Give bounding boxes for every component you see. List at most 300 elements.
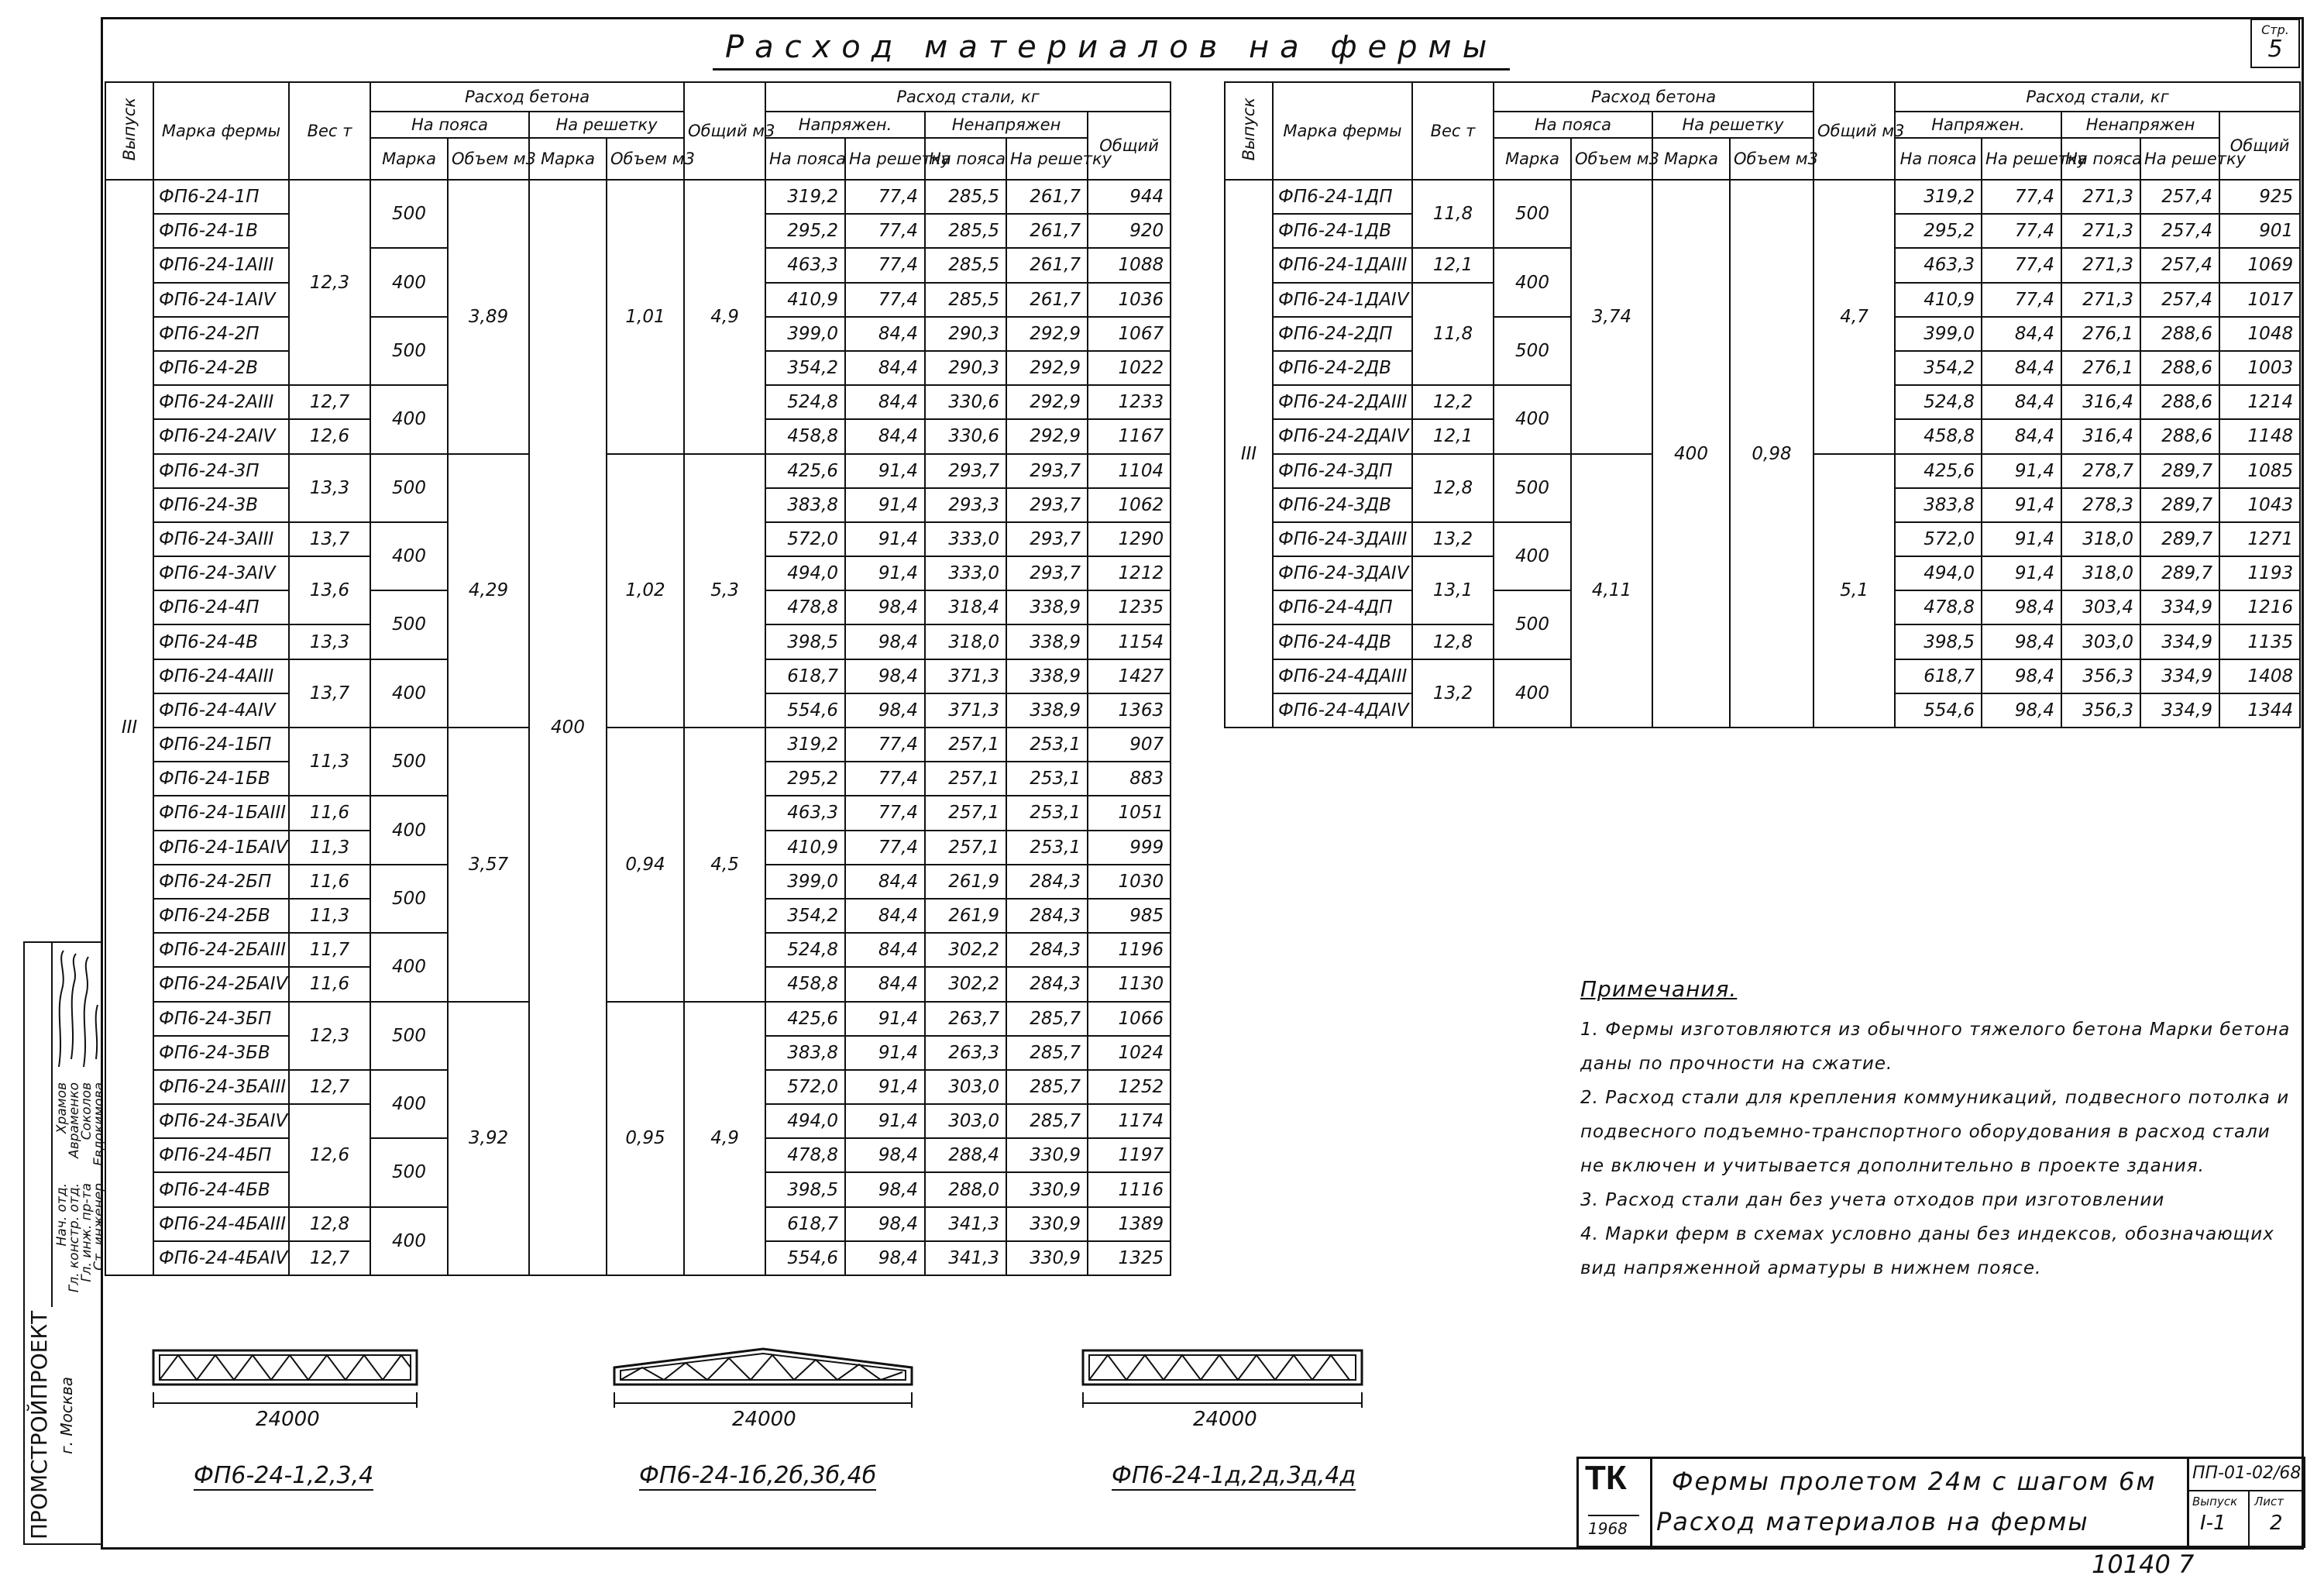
steel-value: 383,8	[1895, 488, 1982, 522]
steel-value: 84,4	[845, 385, 925, 419]
steel-value: 91,4	[845, 488, 925, 522]
truss-mark: ФП6-24-2В	[153, 351, 289, 385]
steel-value: 84,4	[1982, 317, 2061, 351]
steel-value: 91,4	[845, 522, 925, 556]
col-beton-total: Общий м3	[684, 82, 765, 180]
beton-mark-cell: 500	[370, 865, 448, 933]
truss-mark: ФП6-24-2АIV	[153, 419, 289, 453]
title-line-2: Расход материалов на фермы	[1656, 1507, 2089, 1536]
note-item: 4. Марки ферм в схемах условно даны без индексов, обозначающих вид напряженной арматуры в нижнем поясе.	[1580, 1224, 2274, 1278]
weight-cell: 11,6	[289, 967, 370, 1001]
truss-mark: ФП6-24-3АIII	[153, 522, 289, 556]
steel-value: 410,9	[765, 831, 845, 865]
weight-cell: 11,8	[1412, 283, 1494, 386]
steel-value: 84,4	[845, 933, 925, 967]
beton-mark-cell: 400	[370, 659, 448, 728]
steel-value: 554,6	[765, 1241, 845, 1275]
steel-value: 98,4	[845, 624, 925, 659]
truss-mark: ФП6-24-1ДП	[1273, 180, 1412, 214]
truss-mark: ФП6-24-4БАIII	[153, 1207, 289, 1241]
steel-value: 293,7	[1006, 488, 1088, 522]
steel-value: 271,3	[2061, 214, 2140, 248]
stamp-role: Ст. инженер	[91, 1183, 107, 1271]
weight-cell: 11,6	[289, 796, 370, 830]
truss-mark: ФП6-24-3БВ	[153, 1036, 289, 1070]
stamp-org: ПРОМСТРОЙПРОЕКТ	[26, 1310, 52, 1539]
steel-value: 84,4	[845, 899, 925, 933]
steel-value: 1062	[1088, 488, 1171, 522]
steel-value: 98,4	[845, 1172, 925, 1206]
col-nenapryazh: Ненапряжен	[925, 112, 1088, 138]
beton-mark-cell: 500	[370, 590, 448, 659]
steel-value: 91,4	[845, 556, 925, 590]
steel-value: 77,4	[845, 283, 925, 317]
steel-value: 284,3	[1006, 933, 1088, 967]
steel-value: 1154	[1088, 624, 1171, 659]
steel-value: 1036	[1088, 283, 1171, 317]
steel-value: 289,7	[2140, 454, 2219, 488]
truss-mark: ФП6-24-1БВ	[153, 762, 289, 796]
beton-mark-cell: 500	[370, 1138, 448, 1206]
col-nenapryazh: Ненапряжен	[2061, 112, 2219, 138]
steel-value: 84,4	[845, 419, 925, 453]
steel-value: 292,9	[1006, 385, 1088, 419]
truss-mark: ФП6-24-2БАIV	[153, 967, 289, 1001]
steel-value: 77,4	[845, 796, 925, 830]
beton-mark-cell: 400	[1494, 522, 1571, 590]
steel-value: 276,1	[2061, 351, 2140, 385]
steel-value: 257,4	[2140, 180, 2219, 214]
steel-value: 1363	[1088, 693, 1171, 728]
steel-value: 253,1	[1006, 796, 1088, 830]
col-weight: Вес т	[1412, 82, 1494, 180]
steel-value: 257,1	[925, 762, 1006, 796]
steel-value: 318,0	[2061, 556, 2140, 590]
note-item: 3. Расход стали дан без учета отходов при изготовлении	[1580, 1190, 2165, 1210]
poyas-volume-cell: 3,89	[448, 180, 529, 454]
stamp-role: Гл. констр. отд.	[67, 1183, 82, 1293]
steel-value: 271,3	[2061, 180, 2140, 214]
steel-value: 410,9	[1895, 283, 1982, 317]
col-mark: Марка фермы	[1273, 82, 1412, 180]
steel-value: 1427	[1088, 659, 1171, 693]
truss-mark: ФП6-24-4ДВ	[1273, 624, 1412, 659]
weight-cell: 12,7	[289, 1070, 370, 1104]
steel-value: 77,4	[1982, 214, 2061, 248]
steel-value: 284,3	[1006, 967, 1088, 1001]
tk-logo: ТК	[1585, 1459, 1627, 1497]
beton-mark-cell: 500	[370, 180, 448, 248]
steel-value: 278,3	[2061, 488, 2140, 522]
steel-value: 338,9	[1006, 693, 1088, 728]
list-label: Лист	[2254, 1495, 2284, 1508]
steel-value: 293,3	[925, 488, 1006, 522]
truss-mark: ФП6-24-1БП	[153, 728, 289, 762]
weight-cell: 12,1	[1412, 248, 1494, 282]
steel-value: 1085	[2219, 454, 2300, 488]
beton-total-cell: 5,3	[684, 454, 765, 728]
weight-cell: 12,6	[289, 1104, 370, 1207]
beton-total-cell: 5,1	[1813, 454, 1895, 728]
beton-mark-cell: 500	[1494, 180, 1571, 248]
col-steel-nn-resh: На решетку	[1006, 138, 1088, 180]
steel-value: 293,7	[1006, 556, 1088, 590]
weight-cell: 13,1	[1412, 556, 1494, 624]
vypusk-value: I-1	[2200, 1512, 2226, 1535]
steel-value: 1088	[1088, 248, 1171, 282]
weight-cell: 13,3	[289, 624, 370, 659]
steel-value: 920	[1088, 214, 1171, 248]
steel-value: 285,7	[1006, 1104, 1088, 1138]
steel-value: 338,9	[1006, 659, 1088, 693]
weight-cell: 12,3	[289, 180, 370, 385]
steel-value: 1216	[2219, 590, 2300, 624]
stamp-city: г. Москва	[57, 1377, 76, 1454]
steel-value: 883	[1088, 762, 1171, 796]
steel-value: 1048	[2219, 317, 2300, 351]
steel-value: 288,0	[925, 1172, 1006, 1206]
col-napryazh: Напряжен.	[1895, 112, 2061, 138]
steel-value: 330,9	[1006, 1138, 1088, 1172]
steel-value: 98,4	[845, 1138, 925, 1172]
dimension-label: 24000	[1193, 1408, 1257, 1431]
steel-value: 303,0	[925, 1104, 1006, 1138]
steel-value: 1196	[1088, 933, 1171, 967]
steel-value: 330,9	[1006, 1241, 1088, 1275]
truss-mark: ФП6-24-1АIV	[153, 283, 289, 317]
steel-value: 91,4	[1982, 556, 2061, 590]
stamp-name: Соколов	[79, 1082, 95, 1140]
truss-mark: ФП6-24-3ДП	[1273, 454, 1412, 488]
steel-value: 285,5	[925, 180, 1006, 214]
truss-mark: ФП6-24-3ДАIV	[1273, 556, 1412, 590]
table-row	[105, 180, 1171, 214]
signatures	[53, 943, 104, 1075]
page-title: Расход материалов на фермы	[713, 29, 1510, 71]
resh-volume-cell: 0,94	[607, 728, 684, 1002]
steel-value: 303,0	[2061, 624, 2140, 659]
steel-value: 354,2	[1895, 351, 1982, 385]
table-row	[105, 728, 1171, 762]
steel-value: 289,7	[2140, 556, 2219, 590]
poyas-volume-cell: 3,57	[448, 728, 529, 1002]
steel-value: 91,4	[1982, 522, 2061, 556]
diagram-caption: ФП6-24-1д,2д,3д,4д	[1112, 1462, 1356, 1489]
diagram-caption: ФП6-24-1б,2б,3б,4б	[639, 1462, 877, 1489]
weight-cell: 12,8	[289, 1207, 370, 1241]
steel-value: 572,0	[1895, 522, 1982, 556]
steel-value: 263,7	[925, 1002, 1006, 1036]
steel-value: 292,9	[1006, 317, 1088, 351]
header-row	[105, 82, 1171, 112]
col-steel-np-resh: На решетку	[845, 138, 925, 180]
steel-value: 330,9	[1006, 1207, 1088, 1241]
steel-value: 91,4	[845, 1104, 925, 1138]
steel-value: 463,3	[765, 796, 845, 830]
code-divider	[2189, 1490, 2305, 1491]
steel-value: 84,4	[1982, 385, 2061, 419]
steel-value: 290,3	[925, 351, 1006, 385]
steel-value: 77,4	[845, 180, 925, 214]
steel-value: 319,2	[1895, 180, 1982, 214]
weight-cell: 11,6	[289, 865, 370, 899]
steel-value: 84,4	[845, 865, 925, 899]
truss-diagram-2	[608, 1336, 926, 1515]
code-box	[2187, 1459, 2305, 1546]
steel-value: 293,7	[925, 454, 1006, 488]
steel-value: 292,9	[1006, 351, 1088, 385]
steel-value: 288,6	[2140, 317, 2219, 351]
truss-mark: ФП6-24-1БАIV	[153, 831, 289, 865]
col-steel-nn-poyas: На пояса	[2061, 138, 2140, 180]
tk-year: 1968	[1588, 1515, 1639, 1538]
col-steel-total: Общий	[1088, 112, 1171, 180]
steel-value: 284,3	[1006, 899, 1088, 933]
truss-mark: ФП6-24-1П	[153, 180, 289, 214]
steel-value: 257,4	[2140, 214, 2219, 248]
truss-mark: ФП6-24-1ДАIII	[1273, 248, 1412, 282]
steel-value: 77,4	[845, 831, 925, 865]
steel-value: 295,2	[765, 762, 845, 796]
steel-value: 334,9	[2140, 659, 2219, 693]
col-weight: Вес т	[289, 82, 370, 180]
steel-value: 91,4	[845, 1002, 925, 1036]
steel-value: 1066	[1088, 1002, 1171, 1036]
steel-value: 261,7	[1006, 248, 1088, 282]
col-resh-obem: Объем м3	[1730, 138, 1813, 180]
steel-value: 371,3	[925, 693, 1006, 728]
steel-value: 98,4	[1982, 693, 2061, 728]
note-item: 2. Расход стали для крепления коммуникаций, подвесного потолка и подвесного подъемно-транспортного оборудования в расход стали не включен и учитывается дополнительно в проекте здания.	[1580, 1088, 2290, 1176]
resh-volume-cell: 0,98	[1730, 180, 1813, 728]
col-steel-nn-resh: На решетку	[2140, 138, 2219, 180]
steel-value: 84,4	[1982, 419, 2061, 453]
steel-value: 253,1	[1006, 762, 1088, 796]
steel-value: 253,1	[1006, 728, 1088, 762]
left-materials-table	[105, 81, 1171, 1276]
truss-mark: ФП6-24-2П	[153, 317, 289, 351]
steel-value: 524,8	[765, 933, 845, 967]
col-poyas-obem: Объем м3	[1571, 138, 1652, 180]
weight-cell: 12,2	[1412, 385, 1494, 419]
steel-value: 494,0	[765, 556, 845, 590]
beton-mark-cell: 400	[370, 248, 448, 316]
col-napryazh: Напряжен.	[765, 112, 925, 138]
steel-value: 293,7	[1006, 454, 1088, 488]
beton-mark-cell: 500	[1494, 590, 1571, 659]
steel-value: 554,6	[765, 693, 845, 728]
steel-value: 1408	[2219, 659, 2300, 693]
steel-value: 425,6	[765, 1002, 845, 1036]
drawing-code: ПП-01-02/68	[2192, 1464, 2302, 1483]
steel-value: 458,8	[765, 419, 845, 453]
steel-value: 334,9	[2140, 590, 2219, 624]
resh-volume-cell: 1,01	[607, 180, 684, 454]
table-row	[105, 454, 1171, 488]
steel-value: 463,3	[765, 248, 845, 282]
steel-value: 285,5	[925, 248, 1006, 282]
header-row	[1225, 82, 2300, 112]
beton-mark-cell: 500	[370, 454, 448, 522]
truss-mark: ФП6-24-4БП	[153, 1138, 289, 1172]
steel-value: 371,3	[925, 659, 1006, 693]
truss-mark: ФП6-24-2ДВ	[1273, 351, 1412, 385]
weight-cell: 13,6	[289, 556, 370, 624]
weight-cell: 12,6	[289, 419, 370, 453]
steel-value: 91,4	[845, 454, 925, 488]
steel-value: 91,4	[845, 1070, 925, 1104]
truss-mark: ФП6-24-3ДВ	[1273, 488, 1412, 522]
steel-value: 302,2	[925, 933, 1006, 967]
steel-value: 91,4	[1982, 488, 2061, 522]
steel-value: 77,4	[1982, 180, 2061, 214]
list-value: 2	[2270, 1512, 2283, 1535]
steel-value: 289,7	[2140, 488, 2219, 522]
steel-value: 1271	[2219, 522, 2300, 556]
weight-cell: 11,8	[1412, 180, 1494, 248]
steel-value: 1135	[2219, 624, 2300, 659]
col-mark: Марка фермы	[153, 82, 289, 180]
steel-value: 316,4	[2061, 419, 2140, 453]
steel-value: 318,0	[2061, 522, 2140, 556]
steel-value: 1290	[1088, 522, 1171, 556]
steel-value: 98,4	[845, 590, 925, 624]
weight-cell: 13,2	[1412, 522, 1494, 556]
table-row	[1225, 180, 2300, 214]
steel-value: 1174	[1088, 1104, 1171, 1138]
steel-value: 302,2	[925, 967, 1006, 1001]
truss-mark: ФП6-24-4В	[153, 624, 289, 659]
steel-value: 288,6	[2140, 351, 2219, 385]
steel-value: 295,2	[1895, 214, 1982, 248]
beton-mark-cell: 400	[1494, 385, 1571, 453]
truss-mark: ФП6-24-4ДАIV	[1273, 693, 1412, 728]
steel-value: 1022	[1088, 351, 1171, 385]
stamp-name: Евдокимова	[91, 1082, 107, 1166]
weight-cell: 13,7	[289, 659, 370, 728]
steel-value: 77,4	[845, 762, 925, 796]
steel-value: 1116	[1088, 1172, 1171, 1206]
steel-value: 284,3	[1006, 865, 1088, 899]
steel-value: 1003	[2219, 351, 2300, 385]
steel-value: 261,7	[1006, 283, 1088, 317]
steel-value: 1104	[1088, 454, 1171, 488]
steel-value: 257,1	[925, 831, 1006, 865]
steel-value: 901	[2219, 214, 2300, 248]
beton-mark-cell: 400	[370, 796, 448, 864]
weight-cell: 12,1	[1412, 419, 1494, 453]
col-steel-np-poyas: На пояса	[765, 138, 845, 180]
steel-value: 1030	[1088, 865, 1171, 899]
steel-value: 618,7	[765, 659, 845, 693]
beton-mark-cell: 400	[1494, 248, 1571, 316]
truss-mark: ФП6-24-2ДАIV	[1273, 419, 1412, 453]
steel-value: 316,4	[2061, 385, 2140, 419]
page-label: Стр.	[2261, 22, 2289, 37]
steel-value: 288,4	[925, 1138, 1006, 1172]
col-steel: Расход стали, кг	[1895, 82, 2300, 112]
steel-value: 289,7	[2140, 522, 2219, 556]
steel-value: 1233	[1088, 385, 1171, 419]
truss-mark: ФП6-24-3БП	[153, 1002, 289, 1036]
steel-value: 425,6	[765, 454, 845, 488]
approval-stamp	[23, 941, 107, 1545]
steel-value: 288,6	[2140, 385, 2219, 419]
beton-mark-cell: 500	[370, 317, 448, 385]
steel-value: 98,4	[845, 1241, 925, 1275]
resh-mark-cell: 400	[1652, 180, 1730, 728]
steel-value: 1389	[1088, 1207, 1171, 1241]
steel-value: 1069	[2219, 248, 2300, 282]
steel-value: 261,7	[1006, 180, 1088, 214]
steel-value: 303,0	[925, 1070, 1006, 1104]
steel-value: 338,9	[1006, 624, 1088, 659]
steel-value: 292,9	[1006, 419, 1088, 453]
title-block	[1576, 1457, 2305, 1548]
beton-mark-cell: 400	[370, 1070, 448, 1138]
notes-block	[1580, 972, 2301, 1285]
truss-mark: ФП6-24-2БП	[153, 865, 289, 899]
steel-value: 1067	[1088, 317, 1171, 351]
stamp-roles-block	[51, 943, 107, 1307]
weight-cell: 11,3	[289, 899, 370, 933]
steel-value: 98,4	[845, 659, 925, 693]
steel-value: 1051	[1088, 796, 1171, 830]
col-resh-marka: Марка	[1652, 138, 1730, 180]
vypusk-cell: III	[1225, 180, 1273, 728]
col-vypusk	[105, 82, 153, 180]
truss-mark: ФП6-24-1АIII	[153, 248, 289, 282]
steel-value: 1235	[1088, 590, 1171, 624]
col-na-reshetku: На решетку	[1652, 112, 1813, 138]
steel-value: 398,5	[765, 1172, 845, 1206]
steel-value: 98,4	[1982, 659, 2061, 693]
weight-cell: 11,3	[289, 831, 370, 865]
truss-diagram-3	[1077, 1336, 1418, 1515]
steel-value: 1024	[1088, 1036, 1171, 1070]
steel-value: 1148	[2219, 419, 2300, 453]
steel-value: 77,4	[845, 214, 925, 248]
truss-mark: ФП6-24-3БАIV	[153, 1104, 289, 1138]
truss-mark: ФП6-24-4БАIV	[153, 1241, 289, 1275]
truss-mark: ФП6-24-2АIII	[153, 385, 289, 419]
steel-value: 257,4	[2140, 248, 2219, 282]
stamp-name: Храмов	[54, 1082, 70, 1134]
steel-value: 98,4	[1982, 624, 2061, 659]
steel-value: 318,0	[925, 624, 1006, 659]
steel-value: 271,3	[2061, 283, 2140, 317]
steel-value: 285,5	[925, 214, 1006, 248]
steel-value: 303,4	[2061, 590, 2140, 624]
beton-mark-cell: 500	[370, 728, 448, 796]
beton-mark-cell: 500	[370, 1002, 448, 1070]
steel-value: 354,2	[765, 899, 845, 933]
steel-value: 399,0	[765, 865, 845, 899]
col-vypusk	[1225, 82, 1273, 180]
steel-value: 77,4	[845, 248, 925, 282]
steel-value: 1325	[1088, 1241, 1171, 1275]
weight-cell: 11,7	[289, 933, 370, 967]
steel-value: 383,8	[765, 488, 845, 522]
page-number-box	[2250, 19, 2300, 68]
footer-number: 10140 7	[2092, 1550, 2195, 1579]
steel-value: 1212	[1088, 556, 1171, 590]
steel-value: 572,0	[765, 1070, 845, 1104]
beton-mark-cell: 500	[1494, 317, 1571, 385]
truss-mark: ФП6-24-1ДВ	[1273, 214, 1412, 248]
col-na-reshetku: На решетку	[529, 112, 684, 138]
poyas-volume-cell: 3,92	[448, 1002, 529, 1276]
